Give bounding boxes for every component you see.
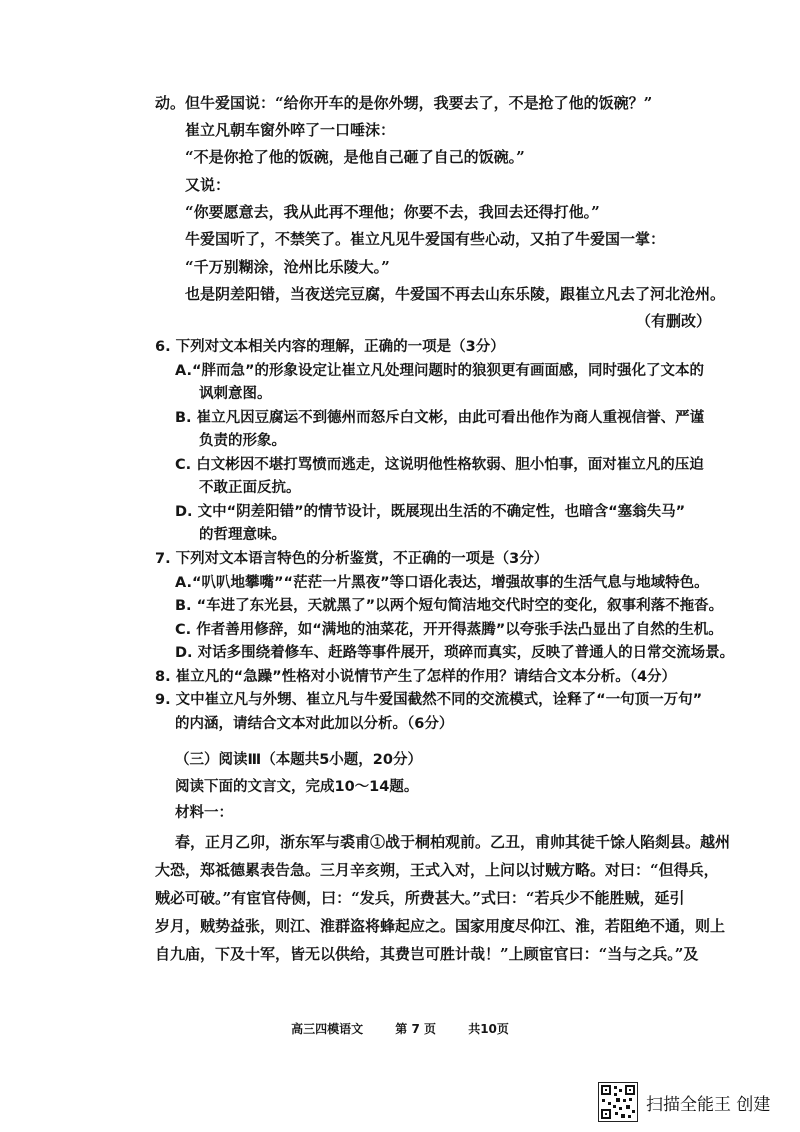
q6-option-b: B. 崔立凡因豆腐运不到德州而怒斥白文彬，由此可看出他作为商人重视信誉、严谨 [175,410,705,426]
footer-page: 第 7 页 [395,1022,437,1036]
classical-line: 春，正月乙卯，浙东军与裘甫①战于桐柏观前。乙丑，甫帅其徒千馀人陷剡县。越州 [175,833,731,851]
material-label: 材料一： [175,805,233,821]
classical-line: 自九庙，下及十军，皆无以供给，其费岂可胜计哉！”上顾宦官曰：“当与之兵。”及 [155,945,699,963]
q7-option-b: B. “车进了东光县，天就黑了”以两个短句简洁地交代时空的变化，叙事利落不拖沓。 [175,598,724,614]
q6-option-c: C. 白文彬因不堪打骂愤而逃走，这说明他性格软弱、胆小怕事，面对崔立凡的压迫 [175,457,704,473]
footer-title: 高三四模语文 [291,1022,364,1036]
section-3-title: （三）阅读Ⅲ（本题共5小题，20分） [175,752,422,768]
qr-code-icon [598,1082,638,1122]
q6-option-b-cont: 负责的形象。 [199,433,286,449]
page-footer [0,1020,800,1037]
classical-line: 大恐，郑祗德累表告急。三月辛亥朔，王式入对，上问以讨贼方略。对曰：“但得兵， [155,861,719,879]
q7-option-a: A.“叭叭地攀嘴”“茫茫一片黑夜”等口语化表达，增强故事的生活气息与地域特色。 [175,575,709,591]
story-line: 动。但牛爱国说：“给你开车的是你外甥，我要去了，不是抢了他的饭碗？” [155,94,653,112]
question-7-stem: 7. 下列对文本语言特色的分析鉴赏，不正确的一项是（3分） [155,551,549,567]
q6-option-a-cont: 讽刺意图。 [199,386,272,402]
question-9-cont: 的内涵，请结合文本对此加以分析。（6分） [175,716,454,732]
story-line: “不是你抢了他的饭碗，是他自己砸了自己的饭碗。” [185,148,525,166]
question-6-stem: 6. 下列对文本相关内容的理解，正确的一项是（3分） [155,339,505,355]
q6-option-d-cont: 的哲理意味。 [199,527,286,543]
question-8: 8. 崔立凡的“急躁”性格对小说情节产生了怎样的作用？请结合文本分析。（4分） [155,669,677,685]
story-line: “千万别糊涂，沧州比乐陵大。” [185,258,390,276]
story-line: 也是阴差阳错，当夜送完豆腐，牛爱国不再去山东乐陵，跟崔立凡去了河北沧州。 [185,285,726,303]
story-line: “你要愿意去，我从此再不理他；你要不去，我回去还得打他。” [185,203,600,221]
q6-option-a: A.“胖而急”的形象设定让崔立凡处理问题时的狼狈更有画面感，同时强化了文本的 [175,363,705,379]
section-3-instruction: 阅读下面的文言文，完成10～14题。 [175,779,419,795]
question-9: 9. 文中崔立凡与外甥、崔立凡与牛爱国截然不同的交流模式，诠释了“一句顶一万句” [155,692,703,708]
footer-total: 共10页 [468,1022,509,1036]
revision-note: （有删改） [636,312,712,330]
story-line: 崔立凡朝车窗外啐了一口唾沫： [185,121,396,139]
watermark-label: 扫描全能王 创建 [646,1094,771,1115]
story-line: 又说： [185,176,231,194]
classical-line: 岁月，贼势益张，则江、淮群盗将蜂起应之。国家用度尽仰江、淮，若阻绝不通，则上 [155,917,726,935]
scanner-watermark [598,1082,770,1122]
q7-option-c: C. 作者善用修辞，如“满地的油菜花，开开得蒸腾”以夸张手法凸显出了自然的生机。 [175,622,723,638]
story-line: 牛爱国听了，不禁笑了。崔立凡见牛爱国有些心动，又拍了牛爱国一掌： [185,230,666,248]
q6-option-c-cont: 不敢正面反抗。 [199,480,301,496]
classical-line: 贼必可破。”有宦官侍侧，曰：“发兵，所费甚大。”式曰：“若兵少不能胜贼，延引 [155,889,685,907]
q6-option-d: D. 文中“阴差阳错”的情节设计，既展现出生活的不确定性，也暗含“塞翁失马” [175,504,686,520]
q7-option-d: D. 对话多围绕着修车、赶路等事件展开，琐碎而真实，反映了普通人的日常交流场景。 [175,645,735,661]
